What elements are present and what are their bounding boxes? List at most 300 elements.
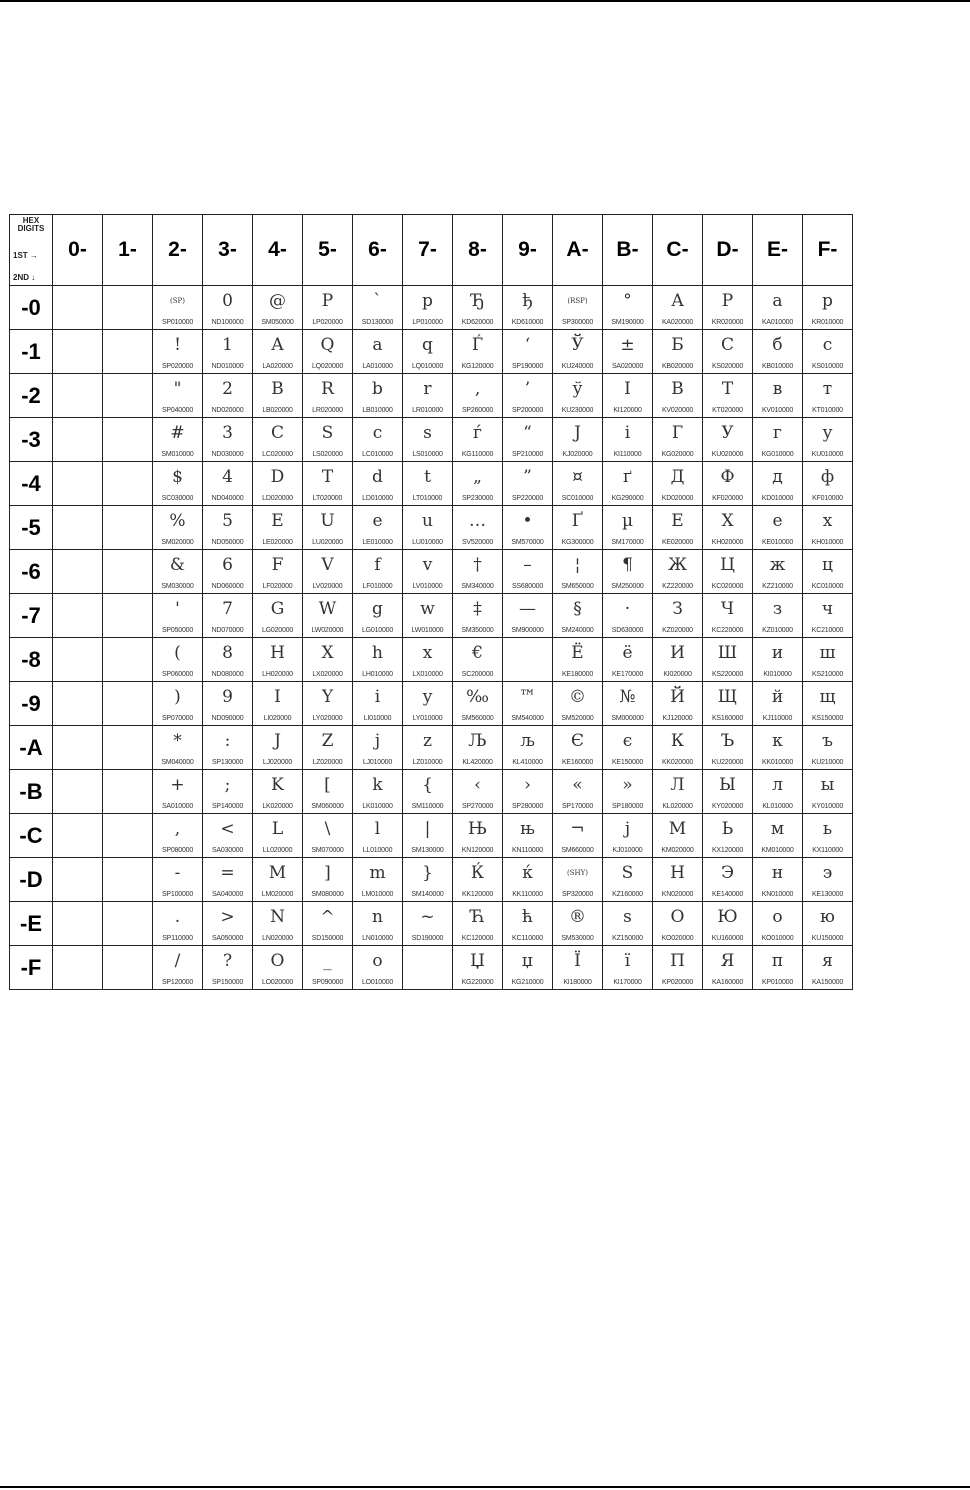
char-id: SM070000	[311, 847, 344, 854]
row-header: -6	[10, 550, 53, 594]
char-cell	[403, 682, 453, 726]
char-id: LG020000	[261, 627, 294, 634]
char-id: SP180000	[611, 803, 644, 810]
char-glyph: /	[174, 951, 181, 971]
char-cell	[253, 418, 303, 462]
table-row	[10, 418, 853, 462]
char-cell	[203, 330, 253, 374]
char-cell	[703, 814, 753, 858]
char-id: KG220000	[461, 979, 494, 986]
char-id: SM540000	[511, 715, 544, 722]
char-cell	[103, 594, 153, 638]
char-id: SP010000	[161, 319, 194, 326]
char-id	[103, 713, 152, 725]
char-id: LR010000	[412, 407, 443, 414]
char-glyph	[403, 946, 452, 977]
char-glyph: ф	[820, 467, 835, 487]
char-id: KF010000	[812, 495, 843, 502]
char-glyph: @	[269, 291, 286, 311]
char-glyph	[53, 286, 102, 317]
char-glyph	[103, 286, 152, 317]
char-glyph: §	[573, 599, 582, 619]
table-row	[10, 814, 853, 858]
char-cell	[303, 946, 353, 990]
char-glyph: z	[423, 731, 432, 751]
char-glyph: М	[668, 819, 687, 839]
char-cell	[203, 638, 253, 682]
char-id: KL410000	[512, 759, 543, 766]
char-glyph: Щ	[717, 687, 738, 707]
char-cell	[653, 858, 703, 902]
row-header: -0	[10, 286, 53, 330]
char-id: KO020000	[661, 935, 694, 942]
char-glyph: д	[772, 467, 783, 487]
char-cell	[603, 594, 653, 638]
char-glyph: К	[670, 731, 685, 751]
char-cell	[453, 682, 503, 726]
char-id: KU230000	[561, 407, 594, 414]
char-id: LI010000	[363, 715, 392, 722]
char-id: KE180000	[561, 671, 594, 678]
char-cell	[753, 286, 803, 330]
char-id: LN010000	[362, 935, 393, 942]
char-cell	[303, 770, 353, 814]
char-glyph: r	[423, 379, 432, 399]
char-cell	[653, 902, 703, 946]
char-id: KV010000	[761, 407, 794, 414]
char-id: SD190000	[411, 935, 444, 942]
char-cell	[403, 858, 453, 902]
char-id: KK020000	[661, 759, 694, 766]
column-header: 1-	[103, 215, 153, 286]
char-cell	[153, 286, 203, 330]
char-glyph: #	[170, 423, 185, 443]
char-cell	[203, 506, 253, 550]
char-cell	[803, 506, 853, 550]
char-cell	[503, 770, 553, 814]
char-cell	[653, 374, 703, 418]
char-id	[53, 713, 102, 725]
char-id: SP070000	[161, 715, 194, 722]
char-glyph	[103, 506, 152, 537]
char-id: KL010000	[762, 803, 793, 810]
char-cell	[103, 902, 153, 946]
char-glyph: ю	[820, 907, 835, 927]
char-cell	[603, 902, 653, 946]
char-cell	[603, 770, 653, 814]
char-cell	[553, 770, 603, 814]
char-id: SM030000	[161, 583, 194, 590]
char-glyph: З	[672, 599, 683, 619]
char-id: LN020000	[262, 935, 293, 942]
char-glyph: Л	[670, 775, 685, 795]
char-id: SA010000	[161, 803, 194, 810]
char-id: KG290000	[611, 495, 644, 502]
char-id: KM010000	[761, 847, 794, 854]
char-id: LJ020000	[262, 759, 293, 766]
char-id: SM130000	[411, 847, 444, 854]
char-id: KS020000	[711, 363, 744, 370]
char-cell	[753, 902, 803, 946]
char-id	[103, 581, 152, 593]
char-glyph: Е	[671, 511, 684, 531]
char-glyph: |	[424, 819, 431, 839]
char-id: KC210000	[811, 627, 844, 634]
char-id: SM170000	[611, 539, 644, 546]
char-cell	[453, 462, 503, 506]
char-cell	[803, 594, 853, 638]
char-cell	[803, 550, 853, 594]
char-id: KL020000	[662, 803, 693, 810]
char-id: ND100000	[211, 319, 244, 326]
char-glyph: Р	[721, 291, 734, 311]
char-glyph: )	[174, 687, 181, 707]
char-cell	[203, 462, 253, 506]
char-cell	[753, 946, 803, 990]
column-header: 7-	[403, 215, 453, 286]
char-glyph: ”	[523, 467, 532, 487]
char-id: KE150000	[611, 759, 644, 766]
char-glyph: й	[771, 687, 784, 707]
char-glyph: Ї	[574, 951, 581, 971]
char-glyph: Q	[320, 335, 335, 355]
char-id: LL010000	[362, 847, 393, 854]
char-cell	[253, 330, 303, 374]
char-cell	[53, 902, 103, 946]
char-cell	[603, 726, 653, 770]
char-cell	[653, 638, 703, 682]
char-glyph: Ђ	[470, 291, 485, 311]
char-id: LT020000	[312, 495, 343, 502]
char-id: SA020000	[611, 363, 644, 370]
char-glyph: –	[523, 555, 532, 575]
char-cell	[353, 770, 403, 814]
char-glyph: `	[373, 291, 382, 311]
char-glyph: >	[220, 907, 235, 927]
char-glyph: y	[422, 687, 433, 707]
char-id: KY020000	[711, 803, 744, 810]
char-glyph: †	[473, 555, 482, 575]
char-cell	[303, 902, 353, 946]
char-id: KG110000	[461, 451, 494, 458]
char-id: SP150000	[211, 979, 244, 986]
char-id: KH020000	[711, 539, 744, 546]
char-cell	[803, 946, 853, 990]
char-id	[103, 669, 152, 681]
char-cell	[303, 638, 353, 682]
char-glyph: Ю	[717, 907, 738, 927]
table-row	[10, 550, 853, 594]
char-glyph	[53, 374, 102, 405]
char-id	[53, 581, 102, 593]
char-glyph: Ў	[571, 335, 584, 355]
char-glyph: ё	[622, 643, 633, 663]
char-id: KG120000	[461, 363, 494, 370]
char-glyph: {	[422, 775, 433, 795]
char-id: KJ120000	[662, 715, 693, 722]
char-glyph: а	[772, 291, 783, 311]
char-glyph: n	[372, 907, 383, 927]
char-id: KA160000	[711, 979, 744, 986]
char-cell	[503, 726, 553, 770]
char-glyph: !	[174, 335, 181, 355]
char-glyph: ,	[174, 819, 181, 839]
column-header: B-	[603, 215, 653, 286]
column-header: E-	[753, 215, 803, 286]
char-cell	[353, 550, 403, 594]
char-cell	[303, 374, 353, 418]
char-cell	[403, 902, 453, 946]
char-cell	[703, 638, 753, 682]
char-cell	[653, 770, 703, 814]
char-glyph: A	[271, 335, 284, 355]
char-glyph: ‚	[474, 379, 481, 399]
char-glyph: M	[268, 863, 287, 883]
char-glyph: Ш	[717, 643, 738, 663]
char-cell	[453, 506, 503, 550]
char-glyph: е	[772, 511, 783, 531]
char-glyph: i	[374, 687, 381, 707]
char-cell	[503, 550, 553, 594]
char-cell	[603, 462, 653, 506]
char-id: LJ010000	[362, 759, 393, 766]
digits-label: DIGITS	[17, 224, 45, 233]
char-glyph: У	[721, 423, 734, 443]
char-glyph: Ћ	[470, 907, 485, 927]
char-glyph	[53, 594, 102, 625]
char-id: KJ020000	[562, 451, 593, 458]
char-glyph: 4	[222, 467, 233, 487]
char-cell	[403, 462, 453, 506]
char-id: LQ020000	[311, 363, 344, 370]
char-cell	[453, 418, 503, 462]
char-cell	[703, 330, 753, 374]
char-cell	[603, 946, 653, 990]
char-cell	[653, 462, 703, 506]
char-id: SM050000	[261, 319, 294, 326]
char-cell	[203, 550, 253, 594]
char-cell	[403, 418, 453, 462]
char-cell	[553, 418, 603, 462]
char-cell	[353, 946, 403, 990]
char-glyph: щ	[819, 687, 836, 707]
char-cell	[403, 770, 453, 814]
char-id	[53, 493, 102, 505]
char-cell	[803, 814, 853, 858]
char-id: SM240000	[561, 627, 594, 634]
char-cell	[403, 374, 453, 418]
char-cell	[703, 858, 753, 902]
char-id: KE010000	[761, 539, 794, 546]
table-row	[10, 902, 853, 946]
char-id: KU010000	[811, 451, 844, 458]
char-cell	[603, 374, 653, 418]
char-id: SD130000	[361, 319, 394, 326]
char-glyph: ш	[819, 643, 836, 663]
char-cell	[753, 374, 803, 418]
char-cell	[453, 814, 503, 858]
char-id	[53, 933, 102, 945]
char-cell	[53, 462, 103, 506]
char-cell	[103, 418, 153, 462]
table-row	[10, 638, 853, 682]
char-id: KG010000	[761, 451, 794, 458]
char-id	[103, 801, 152, 813]
char-cell	[703, 374, 753, 418]
char-cell	[503, 858, 553, 902]
char-glyph	[103, 418, 152, 449]
char-id: SP210000	[511, 451, 544, 458]
char-glyph: p	[422, 291, 433, 311]
char-cell	[603, 418, 653, 462]
char-glyph	[53, 682, 102, 713]
char-id	[53, 405, 102, 417]
char-id: SP090000	[311, 979, 344, 986]
char-glyph: K	[271, 775, 284, 795]
char-id: ND030000	[211, 451, 244, 458]
char-id: KS150000	[811, 715, 844, 722]
row-header: -E	[10, 902, 53, 946]
char-glyph: р	[822, 291, 833, 311]
char-cell	[453, 858, 503, 902]
char-glyph: ¬	[570, 819, 585, 839]
char-id: SM250000	[611, 583, 644, 590]
char-id: KC110000	[512, 935, 543, 942]
char-cell	[403, 638, 453, 682]
char-glyph: ›	[524, 775, 531, 795]
char-id: KU150000	[811, 935, 844, 942]
char-cell	[553, 902, 603, 946]
char-cell	[753, 550, 803, 594]
char-id: ND070000	[211, 627, 244, 634]
char-id: KU020000	[711, 451, 744, 458]
char-cell	[103, 462, 153, 506]
char-id	[403, 977, 452, 989]
char-glyph: h	[372, 643, 383, 663]
char-id: KU160000	[711, 935, 744, 942]
char-cell	[453, 726, 503, 770]
char-glyph: »	[622, 775, 633, 795]
char-glyph: .	[174, 907, 181, 927]
char-cell	[753, 638, 803, 682]
char-id: KB010000	[761, 363, 794, 370]
char-id: LI020000	[263, 715, 292, 722]
char-id: LH020000	[262, 671, 293, 678]
char-id	[53, 757, 102, 769]
char-cell	[653, 594, 703, 638]
char-id: KA020000	[661, 319, 694, 326]
char-id: KI120000	[613, 407, 642, 414]
char-id: LF010000	[362, 583, 393, 590]
char-glyph: &	[169, 555, 186, 575]
char-cell	[153, 374, 203, 418]
char-glyph: љ	[520, 731, 535, 751]
char-id	[53, 317, 102, 329]
char-glyph	[53, 330, 102, 361]
char-id: SM020000	[161, 539, 194, 546]
char-id	[53, 449, 102, 461]
char-cell	[753, 418, 803, 462]
char-id	[103, 889, 152, 901]
char-cell	[653, 726, 703, 770]
char-cell	[253, 638, 303, 682]
char-cell	[703, 770, 753, 814]
char-cell	[253, 594, 303, 638]
char-cell	[603, 858, 653, 902]
char-id: KZ010000	[762, 627, 793, 634]
char-id: SP120000	[161, 979, 194, 986]
char-cell	[303, 286, 353, 330]
char-id	[103, 757, 152, 769]
char-cell	[453, 286, 503, 330]
char-cell	[53, 418, 103, 462]
char-id: SP320000	[561, 891, 594, 898]
char-glyph: Д	[670, 467, 685, 487]
char-cell	[753, 726, 803, 770]
char-cell	[653, 682, 703, 726]
char-glyph	[103, 594, 152, 625]
char-glyph: }	[422, 863, 433, 883]
char-cell	[403, 726, 453, 770]
char-glyph: Э	[720, 863, 734, 883]
char-glyph: C	[270, 423, 284, 443]
char-id	[103, 449, 152, 461]
char-id	[53, 669, 102, 681]
char-glyph: 9	[222, 687, 233, 707]
char-id	[103, 493, 152, 505]
char-id: LC010000	[362, 451, 393, 458]
char-cell	[303, 858, 353, 902]
char-id	[103, 845, 152, 857]
char-id: LU010000	[412, 539, 443, 546]
char-id: KI010000	[763, 671, 792, 678]
char-glyph	[53, 550, 102, 581]
char-glyph: Ж	[667, 555, 688, 575]
char-cell	[503, 946, 553, 990]
char-glyph: Ч	[720, 599, 735, 619]
char-glyph: '	[175, 599, 180, 619]
char-cell	[553, 506, 603, 550]
char-glyph: ї	[624, 951, 631, 971]
char-id: KZ160000	[612, 891, 643, 898]
char-cell	[303, 814, 353, 858]
char-glyph: f	[374, 555, 381, 575]
char-id: ND040000	[211, 495, 244, 502]
char-id: SP130000	[211, 759, 244, 766]
char-id: KK120000	[461, 891, 494, 898]
char-glyph: Y	[321, 687, 334, 707]
char-id: KJ110000	[762, 715, 793, 722]
char-cell	[353, 374, 403, 418]
char-id: KD620000	[461, 319, 494, 326]
char-id: SP280000	[511, 803, 544, 810]
char-id: KU220000	[711, 759, 744, 766]
char-glyph: v	[422, 555, 433, 575]
char-id: KV020000	[661, 407, 694, 414]
char-id: SP060000	[161, 671, 194, 678]
char-glyph: 8	[222, 643, 233, 663]
char-glyph	[103, 374, 152, 405]
char-glyph: Г	[671, 423, 684, 443]
char-id: SM650000	[561, 583, 594, 590]
char-glyph: L	[271, 819, 284, 839]
char-cell	[103, 506, 153, 550]
char-id: LM010000	[361, 891, 394, 898]
row-header: -F	[10, 946, 53, 990]
char-glyph: -	[174, 863, 181, 883]
char-cell	[303, 550, 353, 594]
char-id	[103, 625, 152, 637]
